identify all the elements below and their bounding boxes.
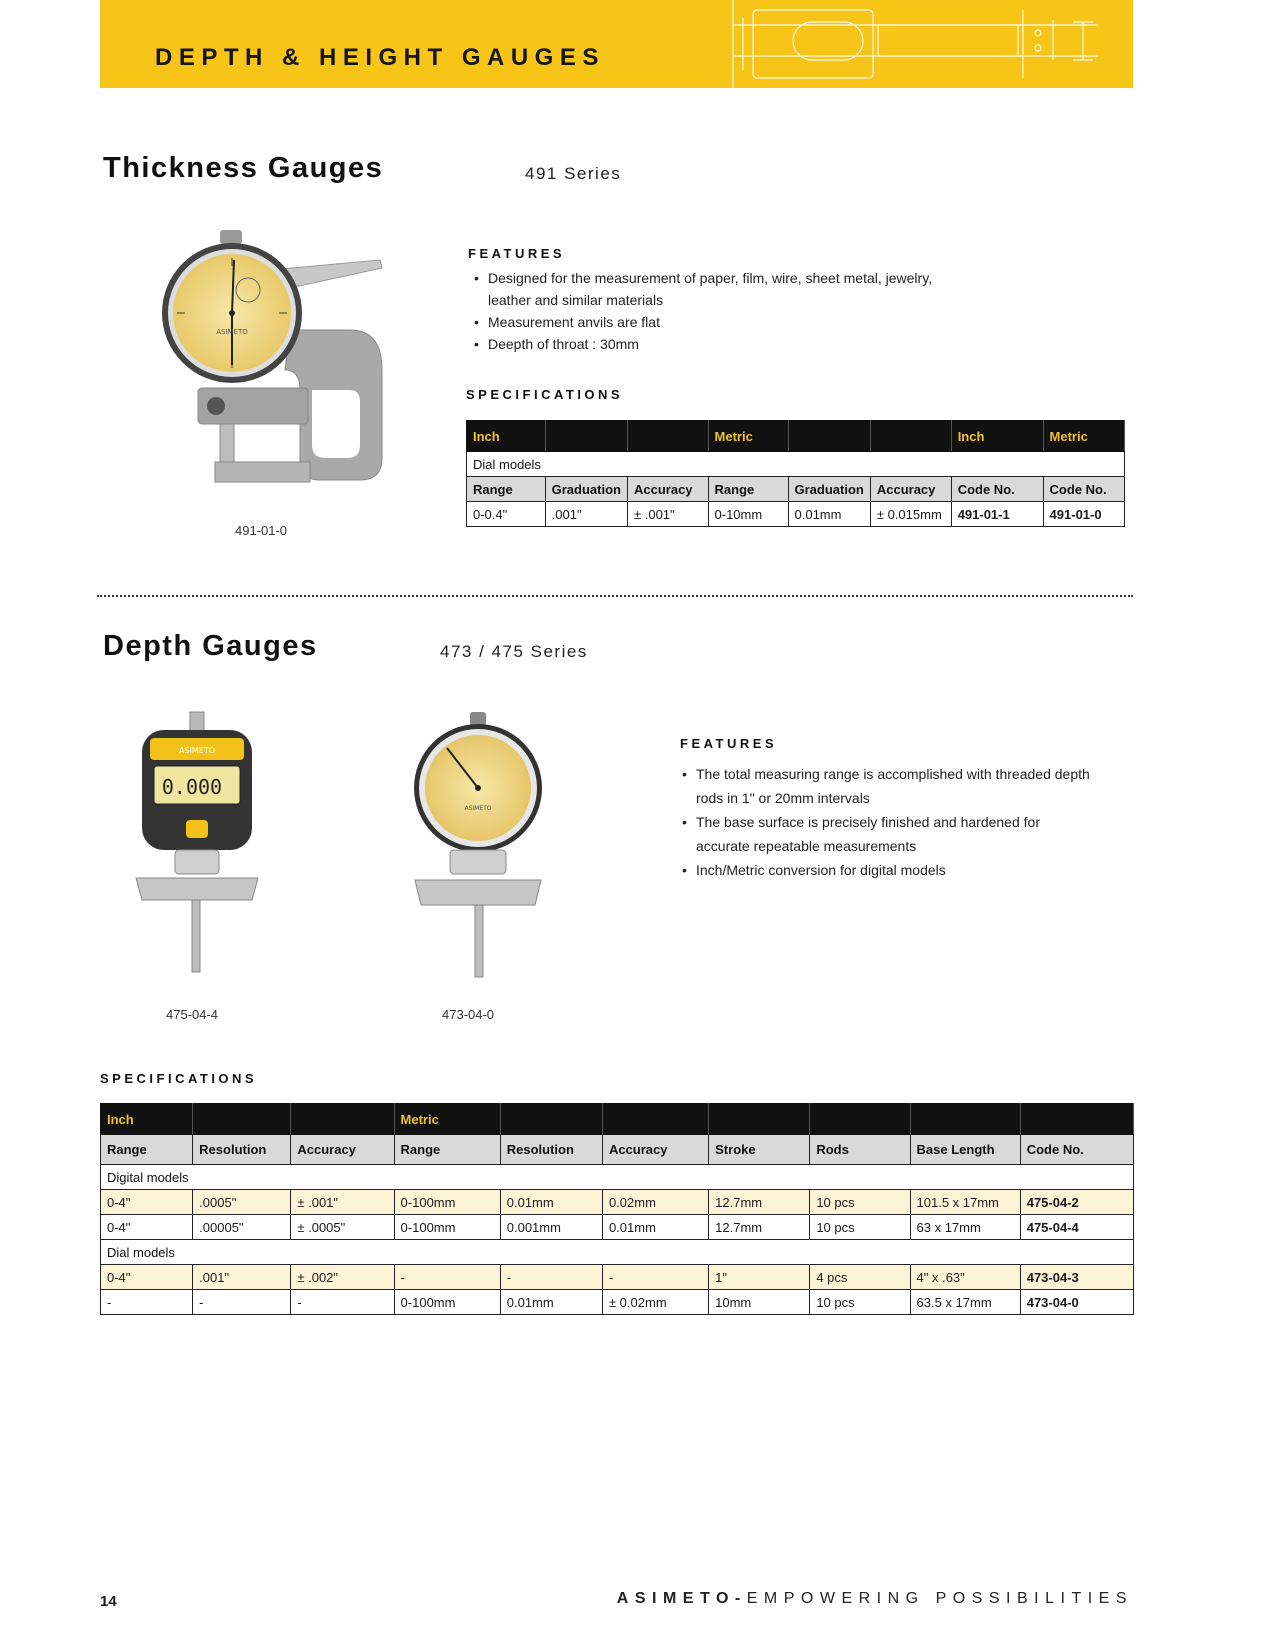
table-group-row — [101, 1165, 1134, 1190]
table-cell: 0.01mm — [788, 502, 870, 527]
table-code-cell: 475-04-4 — [1020, 1215, 1133, 1240]
dial-gauge-caption: 473-04-0 — [442, 1007, 495, 1022]
depth-features-list — [676, 762, 1096, 882]
table-code-cell: 473-04-3 — [1020, 1265, 1133, 1290]
table-row — [101, 1190, 1134, 1215]
thickness-specs-label: SPECIFICATIONS — [466, 387, 624, 402]
table-column-header: Code No. — [1020, 1135, 1133, 1165]
digital-gauge-caption: 475-04-4 — [166, 1007, 219, 1022]
table-row — [467, 502, 1125, 527]
table-unit-cell — [910, 1104, 1020, 1135]
feature-item: • The base surface is precisely finished and hardened for accurate repeatable measurements — [676, 810, 1096, 858]
table-group-row — [467, 452, 1125, 477]
table-column-header: Resolution — [193, 1135, 291, 1165]
table-unit-cell: Metric — [708, 421, 788, 452]
table-column-header: Stroke — [709, 1135, 810, 1165]
table-row — [101, 1265, 1134, 1290]
table-cell: 10 pcs — [810, 1190, 910, 1215]
table-cell: 10 pcs — [810, 1215, 910, 1240]
digital-display: 0.000 — [161, 775, 223, 799]
footer-tagline: EMPOWERING POSSIBILITIES — [746, 1590, 1133, 1607]
depth-features-label: FEATURES — [680, 736, 778, 751]
section-divider — [97, 595, 1133, 597]
table-cell: 0-100mm — [394, 1290, 500, 1315]
table-cell: ± .001" — [291, 1190, 394, 1215]
table-unit-cell — [500, 1104, 602, 1135]
table-group-label: Dial models — [467, 452, 1125, 477]
table-cell: .001" — [193, 1265, 291, 1290]
table-unit-cell: Inch — [101, 1104, 193, 1135]
feature-item: • Deepth of throat : 30mm — [468, 333, 948, 355]
caliper-line-drawing — [713, 0, 1103, 88]
table-cell: 10 pcs — [810, 1290, 910, 1315]
thickness-series: 491 Series — [525, 164, 622, 183]
table-row — [101, 1215, 1134, 1240]
depth-specs-label: SPECIFICATIONS — [100, 1071, 258, 1086]
table-unit-cell — [627, 421, 708, 452]
table-cell: .0005" — [193, 1190, 291, 1215]
table-cell: 0.01mm — [500, 1290, 602, 1315]
table-cell: 0.01mm — [500, 1190, 602, 1215]
table-cell: 1" — [709, 1265, 810, 1290]
header-banner — [100, 0, 1133, 88]
table-cell: ± .001" — [627, 502, 708, 527]
table-column-header: Resolution — [500, 1135, 602, 1165]
table-group-label: Dial models — [101, 1240, 1134, 1265]
table-cell: - — [500, 1265, 602, 1290]
table-cell: 12.7mm — [709, 1190, 810, 1215]
table-header-row — [101, 1135, 1134, 1165]
table-header-row — [467, 477, 1125, 502]
table-cell: 0-100mm — [394, 1215, 500, 1240]
table-code-cell: 491-01-1 — [951, 502, 1043, 527]
table-unit-cell — [193, 1104, 291, 1135]
table-unit-cell — [870, 421, 951, 452]
feature-item: • Inch/Metric conversion for digital models — [676, 858, 1096, 882]
depth-series: 473 / 475 Series — [440, 642, 588, 661]
table-unit-cell — [602, 1104, 708, 1135]
table-cell: 0-0.4" — [467, 502, 546, 527]
table-cell: - — [101, 1290, 193, 1315]
table-column-header: Graduation — [545, 477, 627, 502]
table-unit-cell — [788, 421, 870, 452]
table-cell: - — [394, 1265, 500, 1290]
table-group-label: Digital models — [101, 1165, 1134, 1190]
thickness-spec-table — [466, 420, 1125, 527]
thickness-features-label: FEATURES — [468, 246, 566, 261]
table-cell: ± .002" — [291, 1265, 394, 1290]
digital-depth-gauge-image — [130, 710, 270, 980]
depth-section-title: Depth Gauges — [103, 630, 318, 662]
table-cell: 4 pcs — [810, 1265, 910, 1290]
digital-brand: ASIMETO — [178, 746, 216, 755]
table-unit-cell — [810, 1104, 910, 1135]
table-column-header: Range — [708, 477, 788, 502]
table-cell: 101.5 x 17mm — [910, 1190, 1020, 1215]
table-units-row — [467, 421, 1125, 452]
table-code-cell: 475-04-2 — [1020, 1190, 1133, 1215]
table-code-cell: 473-04-0 — [1020, 1290, 1133, 1315]
table-cell: 63 x 17mm — [910, 1215, 1020, 1240]
table-cell: 12.7mm — [709, 1215, 810, 1240]
table-column-header: Range — [467, 477, 546, 502]
table-cell: 0.01mm — [602, 1215, 708, 1240]
page-number: 14 — [100, 1593, 117, 1610]
table-column-header: Range — [101, 1135, 193, 1165]
feature-item: • The total measuring range is accomplished with threaded depth rods in 1" or 20mm intervals — [676, 762, 1096, 810]
table-unit-cell: Inch — [467, 421, 546, 452]
thickness-image-caption: 491-01-0 — [235, 523, 288, 538]
table-cell: - — [193, 1290, 291, 1315]
table-cell: 0-4" — [101, 1190, 193, 1215]
table-cell: 0-10mm — [708, 502, 788, 527]
table-column-header: Code No. — [1043, 477, 1124, 502]
table-unit-cell — [291, 1104, 394, 1135]
table-column-header: Range — [394, 1135, 500, 1165]
table-cell: 4" x .63" — [910, 1265, 1020, 1290]
dial-brand: ASIMETO — [216, 328, 248, 336]
table-code-cell: 491-01-0 — [1043, 502, 1124, 527]
table-group-row — [101, 1240, 1134, 1265]
table-row — [101, 1290, 1134, 1315]
feature-item: • Designed for the measurement of paper, film, wire, sheet metal, jewelry, leather and similar materials — [468, 267, 948, 311]
table-unit-cell: Metric — [1043, 421, 1124, 452]
table-column-header: Code No. — [951, 477, 1043, 502]
footer-brand — [617, 1590, 1133, 1608]
table-cell: - — [602, 1265, 708, 1290]
table-cell: ± 0.015mm — [870, 502, 951, 527]
table-unit-cell — [545, 421, 627, 452]
table-unit-cell — [709, 1104, 810, 1135]
table-cell: 0-4" — [101, 1265, 193, 1290]
table-cell: 10mm — [709, 1290, 810, 1315]
table-cell: - — [291, 1290, 394, 1315]
table-cell: ± .0005" — [291, 1215, 394, 1240]
thickness-features-list — [468, 267, 948, 355]
table-unit-cell — [1020, 1104, 1133, 1135]
table-column-header: Rods — [810, 1135, 910, 1165]
table-column-header: Accuracy — [291, 1135, 394, 1165]
table-cell: .00005" — [193, 1215, 291, 1240]
table-cell: 0.02mm — [602, 1190, 708, 1215]
dial-depth-brand: ASIMETO — [464, 805, 492, 812]
table-column-header: Base Length — [910, 1135, 1020, 1165]
table-cell: 0-100mm — [394, 1190, 500, 1215]
header-title: DEPTH & HEIGHT GAUGES — [155, 44, 605, 71]
table-unit-cell: Metric — [394, 1104, 500, 1135]
table-cell: .001" — [545, 502, 627, 527]
footer-brand-name: ASIMETO- — [616, 1590, 747, 1607]
table-column-header: Graduation — [788, 477, 870, 502]
table-column-header: Accuracy — [627, 477, 708, 502]
table-unit-cell: Inch — [951, 421, 1043, 452]
table-cell: 0-4" — [101, 1215, 193, 1240]
depth-spec-table — [100, 1103, 1134, 1315]
table-cell: ± 0.02mm — [602, 1290, 708, 1315]
table-column-header: Accuracy — [870, 477, 951, 502]
table-cell: 63.5 x 17mm — [910, 1290, 1020, 1315]
dial-depth-gauge-image — [405, 710, 555, 990]
table-units-row — [101, 1104, 1134, 1135]
thickness-section-title: Thickness Gauges — [103, 152, 384, 184]
feature-item: • Measurement anvils are flat — [468, 311, 948, 333]
thickness-gauge-image — [160, 230, 400, 510]
table-cell: 0.001mm — [500, 1215, 602, 1240]
table-column-header: Accuracy — [602, 1135, 708, 1165]
